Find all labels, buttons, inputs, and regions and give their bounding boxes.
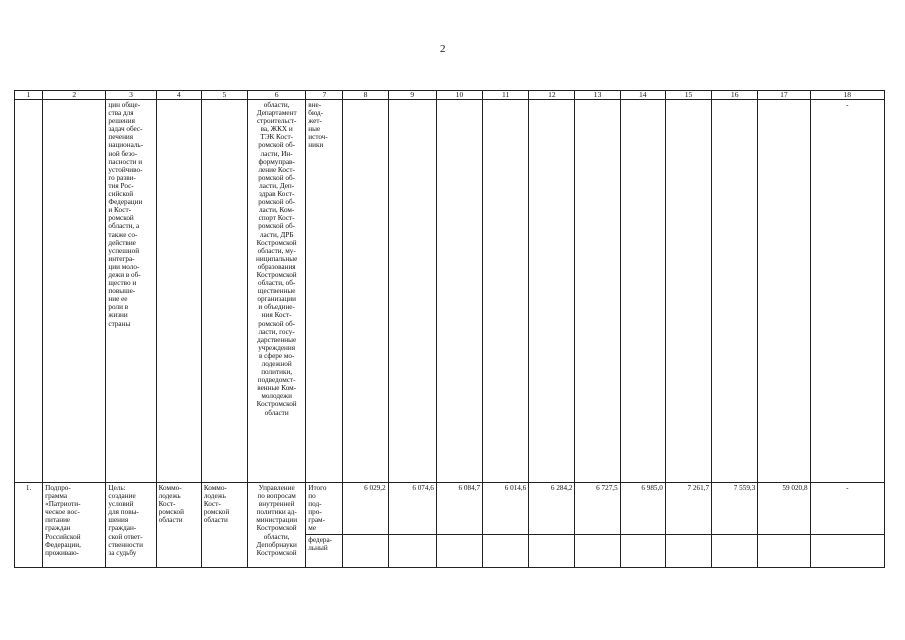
note-cell: -	[810, 100, 884, 483]
header-cell-15: 15	[665, 91, 711, 100]
value-cell-total	[758, 483, 810, 568]
value-cell	[712, 483, 758, 568]
cell-empty	[201, 100, 247, 483]
funding-source-continued: вне- бюд- жет- ные источ- ники	[306, 100, 343, 483]
cell-empty	[529, 100, 575, 483]
header-cell-9: 9	[388, 91, 436, 100]
value-divider	[712, 534, 757, 565]
cell-empty	[575, 100, 620, 483]
table-row-continuation	[15, 100, 885, 483]
budget-table	[14, 90, 885, 568]
value-divider	[811, 534, 884, 565]
value-cell	[483, 483, 529, 568]
cell-empty	[665, 100, 711, 483]
value-divider	[758, 534, 809, 565]
table-row-subprogram	[15, 483, 885, 568]
value-divider	[666, 534, 711, 565]
co-executor: Коммо- лодежь Кост- ромской области	[201, 483, 247, 568]
participants: Управление по вопросам внутренней политики ад- министрации Костромской области, Депобрнауки Костромской	[248, 483, 306, 568]
header-row	[15, 91, 885, 100]
value-divider	[389, 534, 436, 565]
header-cell-2: 2	[43, 91, 106, 100]
header-cell-5: 5	[201, 91, 247, 100]
value-divider	[529, 534, 574, 565]
cell-empty	[758, 100, 810, 483]
value-cell	[665, 483, 711, 568]
value-total: 59 020,8	[782, 484, 808, 492]
note-cell	[810, 483, 884, 568]
value-divider	[575, 534, 619, 565]
cell-empty	[712, 100, 758, 483]
subprogram-title: Подпро- грамма «Патриоти- ческое вос- питание граждан Российской Федерации, проживаю-	[43, 483, 106, 568]
header-cell-10: 10	[436, 91, 482, 100]
header-cell-12: 12	[529, 91, 575, 100]
value: 6 284,2	[550, 484, 573, 492]
header-cell-3: 3	[106, 91, 156, 100]
value-divider	[621, 534, 665, 565]
value: 6 727,5	[596, 484, 618, 492]
value: 6 074,6	[412, 484, 434, 492]
responsible-executor: Коммо- лодежь Кост- ромской области	[156, 483, 201, 568]
executors-text-continued: области, Департамент строительст- ва, ЖКХ и ТЭК Кост- ромской об- ласти, Ин- формуправ- ление Кост- ромской об- ласти, Деп- здрав Кост- ромской об- ласти, Ком- спорт Кост- ромской об- ласти, ДРБ Костромской области, му- ниципальные образования Костромской области, об- щественные организации и объедине- ния Кост- ромской об- ласти, госу- дарственные учреждения в сфере мо- лодежной политики, подведомст- венные Ком- молодежи Костромской области	[248, 100, 306, 483]
cell-empty	[436, 100, 482, 483]
value-cell	[620, 483, 665, 568]
note: -	[846, 484, 849, 492]
header-cell-13: 13	[575, 91, 620, 100]
header-cell-4: 4	[156, 91, 201, 100]
cell-empty	[343, 100, 388, 483]
cell-empty	[15, 100, 43, 483]
value: 6 029,2	[364, 484, 386, 492]
header-cell-14: 14	[620, 91, 665, 100]
header-cell-7: 7	[306, 91, 343, 100]
header-cell-6: 6	[248, 91, 306, 100]
page-number: 2	[440, 43, 446, 55]
value: 6 084,7	[458, 484, 481, 492]
value-cell	[436, 483, 482, 568]
header-cell-11: 11	[483, 91, 529, 100]
funding-total-label: Итого по под- про- грам- ме	[308, 484, 327, 533]
cell-empty	[156, 100, 201, 483]
cell-empty	[483, 100, 529, 483]
header-cell-1: 1	[15, 91, 43, 100]
value-cell	[388, 483, 436, 568]
value-divider	[343, 534, 387, 565]
cell-empty	[388, 100, 436, 483]
subprogram-goal: Цель: создание условий для повы- шения граждан- ской ответ- ственности за судьбу	[106, 483, 156, 568]
cell-empty	[620, 100, 665, 483]
header-cell-18: 18	[810, 91, 884, 100]
value-divider	[483, 534, 528, 565]
value: 6 985,0	[641, 484, 663, 492]
row-number: 1.	[15, 483, 43, 568]
funding-federal-label: федера- льный	[306, 534, 342, 567]
header-cell-8: 8	[343, 91, 388, 100]
header-cell-16: 16	[712, 91, 758, 100]
funding-source-cell	[306, 483, 343, 568]
value-cell	[529, 483, 575, 568]
value-divider	[437, 534, 482, 565]
value-cell	[343, 483, 388, 568]
goal-text-continued: цин обще- ства для решения задач обес- печения националь- ной безо- пасности и устойчиво- го разви- тия Рос- сийской Федерации и Кост- ромской области, а также со- действие успешной интегра- ции моло- дежи в об- щество и повыше- ние ее роли в жизни страны	[106, 100, 156, 483]
value: 6 014,6	[504, 484, 527, 492]
cell-empty	[43, 100, 106, 483]
value: 7 261,7	[687, 484, 710, 492]
value-cell	[575, 483, 620, 568]
value: 7 559,3	[733, 484, 756, 492]
header-cell-17: 17	[758, 91, 810, 100]
